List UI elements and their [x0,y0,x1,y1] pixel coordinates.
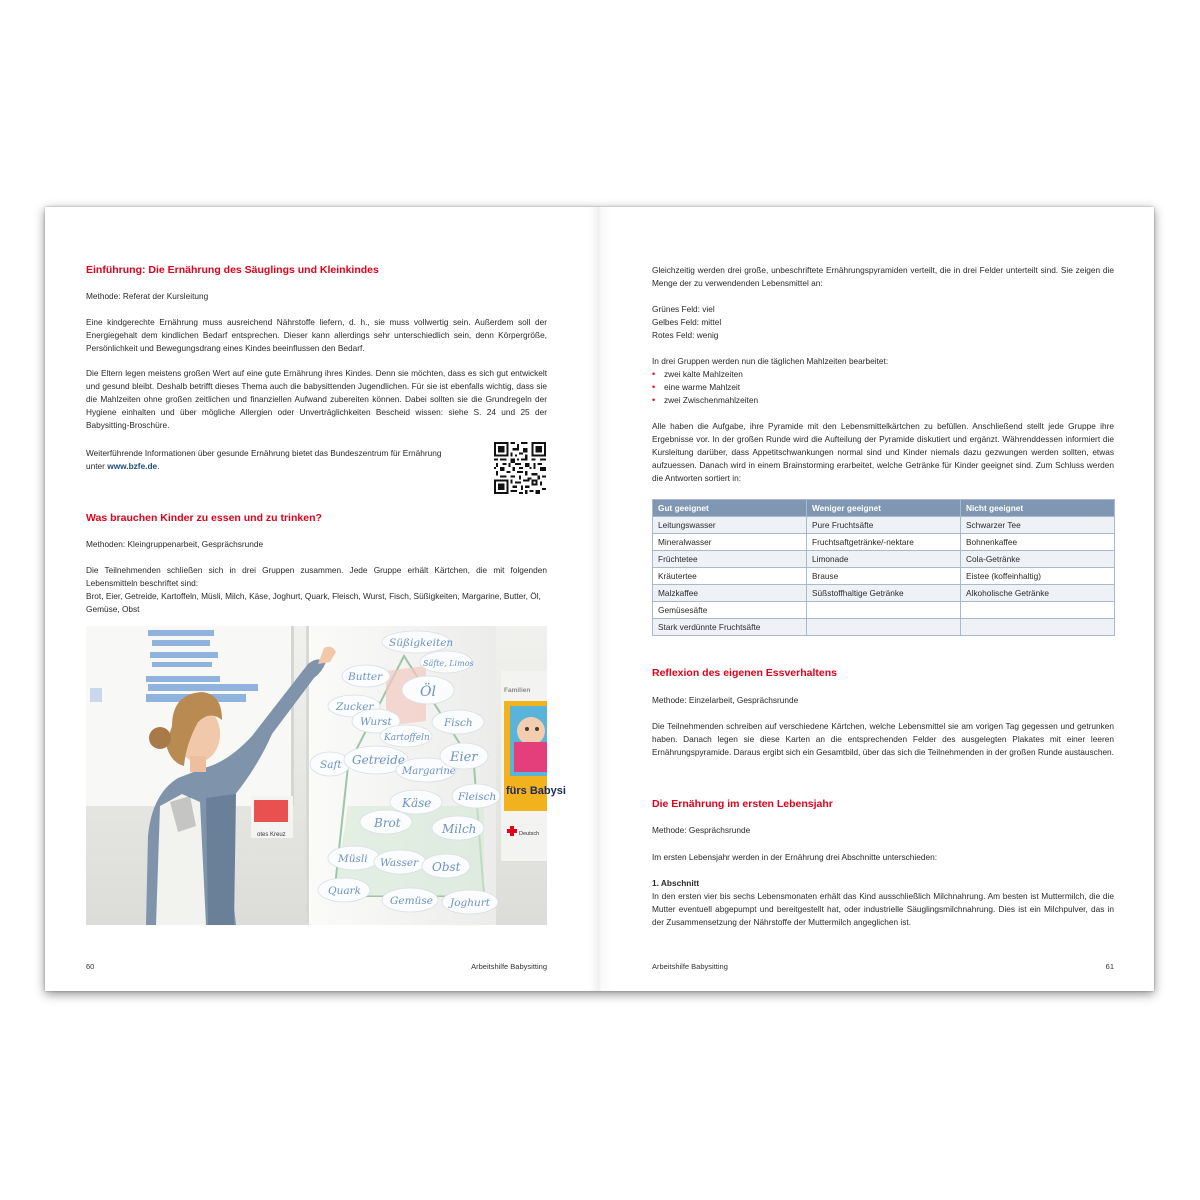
table-cell: Stark verdünnte Fruchtsäfte [653,619,807,636]
qr-code [494,442,546,494]
poster-babysitting-text: fürs Babysi [506,785,566,797]
field-red: Rotes Feld: wenig [652,329,719,340]
card-label: Gemüse [390,895,433,907]
table-cell: Kräutertee [653,568,807,585]
card-label: Milch [442,822,477,836]
card-label: Müsli [338,853,368,865]
card-label: Margarine [402,766,456,777]
card-label: Säfte, Limos [423,659,474,668]
brochure-spread [45,207,1154,991]
paragraph: In den ersten vier bis sechs Lebensmonaten erhält das Kind ausschließlich Milchnahrung. Am besten ist Muttermilch, die die Mutter eventuell abgepumpt und bereitgestellt hat, oder industrielle Säuglingsmilchnahrung. Dies ist ein Milchpulver, das in der Zusammensetzung der Nährstoffe der Muttermilch angeglichen ist. [652,891,1114,927]
field-yellow: Gelbes Feld: mittel [652,316,722,327]
card-label: Öl [420,684,436,700]
sub-heading: 1. Abschnitt [652,878,700,888]
table-row [653,568,1115,585]
card-label: Quark [328,885,362,897]
table-cell: Früchtetee [653,551,807,568]
food-list: Brot, Eier, Getreide, Kartoffeln, Müsli, Milch, Käse, Joghurt, Quark, Fleisch, Wurst, Fisch, Süßigkeiten, Margarine, Butter, Öl, Gemüse, Obst [86,591,541,614]
page-number-left: 60 [86,962,95,971]
poster-family-text: Familien [504,687,531,694]
left-poster-text: otes Kreuz [257,832,286,838]
info-end: . [157,460,160,471]
paragraph: Die Teilnehmenden schreiben auf verschiedene Kärtchen, welche Lebensmittel sie am vorigen Tag gegessen und getrunken haben. Danach legen sie diese Karten an die entsprechenden Felder des ausgelegten Plakates mit einer leeren Ernährungspyramide. Daraus ergibt sich ein Gesamtbild, über das sich die Teilnehmenden in der großen Runde austauschen. [652,721,1114,757]
running-title-right: Arbeitshilfe Babysitting [652,962,728,971]
card-label: Fleisch [458,791,497,803]
beverage-table [652,499,1115,636]
table-cell: Alkoholische Getränke [961,585,1115,602]
table-row [653,517,1115,534]
method-line: Methoden: Kleingruppenarbeit, Gesprächsrunde [86,539,264,549]
list-item: • zwei kalte Mahlzeiten [652,368,952,381]
card-label: Butter [348,671,383,683]
method-line: Methode: Referat der Kursleitung [86,291,209,301]
photo-illustration [86,626,566,925]
card-label: Obst [432,860,461,874]
card-label: Eier [450,750,478,765]
card-label: Fisch [444,717,473,729]
table-cell: Leitungswasser [653,517,807,534]
method-line: Methode: Einzelarbeit, Gesprächsrunde [652,695,799,705]
table-cell: Schwarzer Tee [961,517,1115,534]
info-paragraph [86,447,446,473]
table-cell: Brause [807,568,961,585]
paragraph: Alle haben die Aufgabe, ihre Pyramide mit den Lebensmittelkärtchen zu befüllen. Anschließend stellt jede Gruppe ihre Ergebnisse vor. In der großen Runde wird die Aufteilung der Pyramide diskutiert und ergänzt. Währenddessen informiert die Kursleitung darüber, dass Appetitschwankungen normal sind und Kinder niemals dazu gezwungen werden sollten, etwas aufzuessen. Danach wird in einem Brainstorming erarbeitet, welche Getränke für Kinder geeignet sind. Zum Schluss werden die Antworten sortiert in: [652,421,1114,483]
classroom-photo [86,626,566,925]
section-heading-erstes-lebensjahr: Die Ernährung im ersten Lebensjahr [652,798,833,810]
table-cell: Süßstoffhaltige Getränke [807,585,961,602]
meals-intro: In drei Gruppen werden nun die täglichen Mahlzeiten bearbeitet: [652,356,889,366]
table-row [653,534,1115,551]
field-green: Grünes Feld: viel [652,304,715,314]
table-cell: Gemüsesäfte [653,602,807,619]
table-row [653,551,1115,568]
column-header: Gut geeignet [653,500,807,517]
paragraph: Gleichzeitig werden drei große, unbeschriftete Ernährungspyramiden verteilt, die in drei Felder unterteilt sind. Sie zeigen die Menge der zu verwendenden Lebensmittel an: [652,265,1114,288]
card-label: Käse [402,796,432,810]
card-label: Süßigkeiten [389,637,454,649]
card-label: Wasser [380,857,419,869]
table-cell [807,619,961,636]
section-heading-einfuehrung: Einführung: Die Ernährung des Säuglings und Kleinkindes [86,264,379,276]
field-list [652,303,852,342]
section-heading-kinder-essen: Was brauchen Kinder zu essen und zu trinken? [86,512,322,524]
section-heading-reflexion: Reflexion des eigenen Essverhaltens [652,667,837,679]
method-line: Methode: Gesprächsrunde [652,825,751,835]
table-cell [961,619,1115,636]
left-page [45,207,599,991]
meals-list [652,368,952,407]
running-title-left: Arbeitshilfe Babysitting [471,962,547,971]
list-item: • eine warme Mahlzeit [652,381,952,394]
card-label: Joghurt [450,897,491,909]
card-label: Zucker [336,701,374,713]
card-label: Saft [320,759,342,771]
bzfe-link[interactable]: www.bzfe.de [107,460,158,471]
table-cell: Fruchtsaftgetränke/-nektare [807,534,961,551]
table-row [653,585,1115,602]
paragraph: Eine kindgerechte Ernährung muss ausreichend Nährstoffe liefern, d. h., sie muss vollwertig sein. Außerdem soll der Energiegehalt dem kindlichen Bedarf entsprechen. Dieser kann allerdings sehr unterschiedlich sein, denn Körpergröße, Persönlichkeit und Bewegungsdrang eines Kindes beeinflussen den Bedarf. [86,317,547,353]
page-number-right: 61 [1105,962,1114,971]
paragraph: Im ersten Lebensjahr werden in der Ernährung drei Abschnitte unterschieden: [652,852,938,862]
card-label: Kartoffeln [384,733,430,743]
table-cell: Malzkaffee [653,585,807,602]
info-text: Weiterführende Informationen über gesunde Ernährung bietet das Bundeszentrum für Ernährung unter [86,448,442,471]
column-header: Nicht geeignet [961,500,1115,517]
poster-red-cross-text: Deutsch [519,831,540,837]
list-item: • zwei Zwischenmahlzeiten [652,394,952,407]
card-label: Brot [374,816,401,830]
paragraph: Die Eltern legen meistens großen Wert auf eine gute Ernährung ihres Kindes. Denn sie möchten, dass es sich gut entwickelt und gesund bleibt. Deshalb betrifft dieses Thema auch die babysittenden Jugendlichen. Für sie ist ebenfalls wichtig, dass sie die Mahlzeiten ohne großen zeitlichen und finanziellen Aufwand zubereiten können. Dabei sollten sie die Grundregeln der Hygiene einhalten und über mögliche Allergien oder Unverträglichkeiten Bescheid wissen: siehe S. 24 und 25 der Babysitting-Broschüre. [86,368,547,430]
table-cell: Eistee (koffeinhaltig) [961,568,1115,585]
table-cell: Mineralwasser [653,534,807,551]
table-cell: Limonade [807,551,961,568]
table-row [653,619,1115,636]
card-label: Getreide [352,753,405,767]
paragraph: Die Teilnehmenden schließen sich in drei Gruppen zusammen. Jede Gruppe erhält Kärtchen, die mit folgenden Lebensmitteln beschriftet sind: [86,565,547,588]
table-cell: Bohnenkaffee [961,534,1115,551]
table-cell [961,602,1115,619]
table-cell: Pure Fruchtsäfte [807,517,961,534]
column-header: Weniger geeignet [807,500,961,517]
table-cell: Cola-Getränke [961,551,1115,568]
right-page [599,207,1154,991]
card-label: Wurst [360,716,392,728]
table-header-row [653,500,1115,517]
table-cell [807,602,961,619]
table-row [653,602,1115,619]
